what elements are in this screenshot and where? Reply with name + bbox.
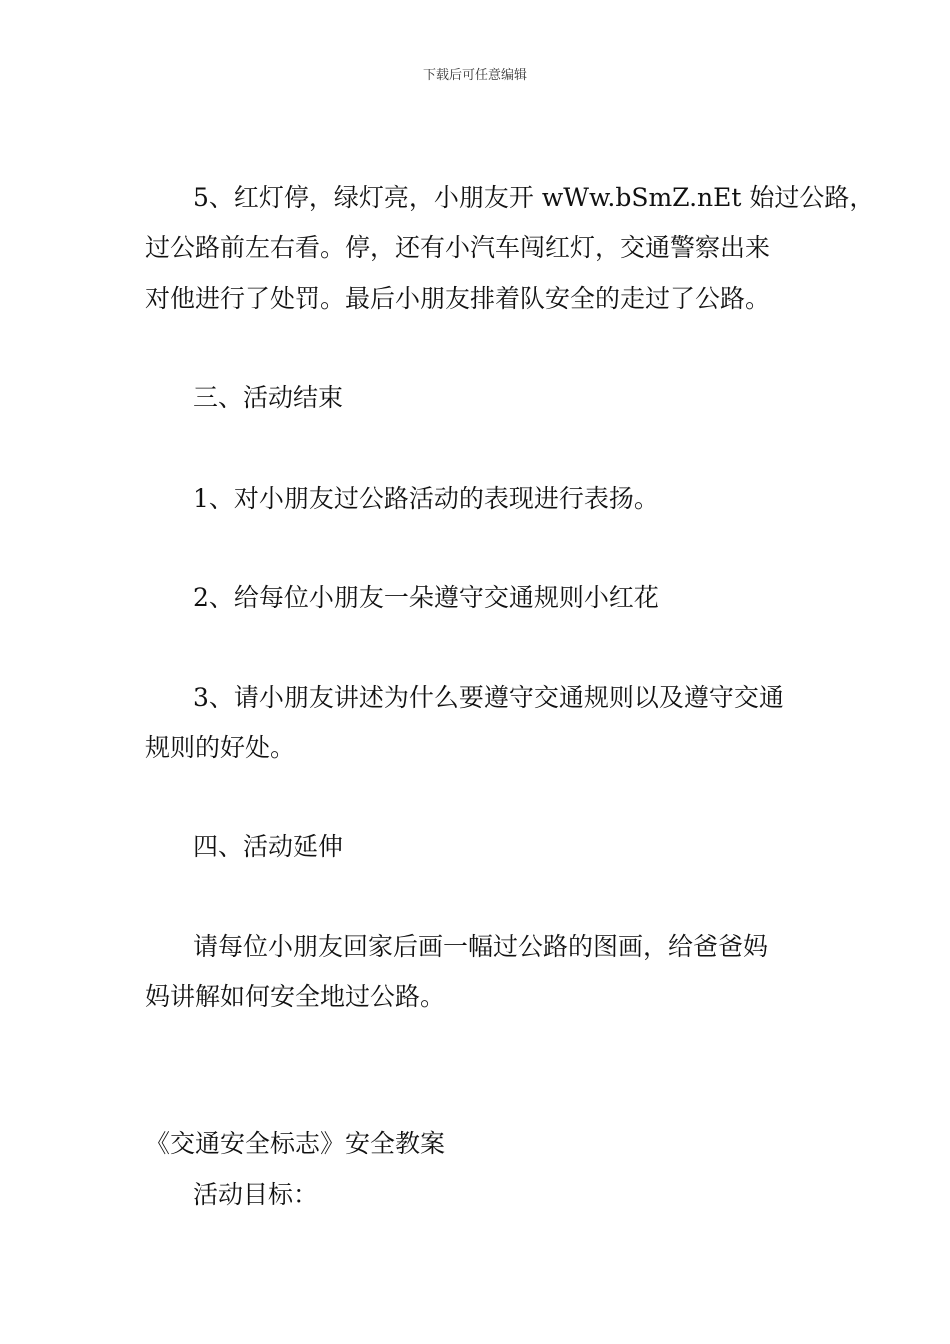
lesson-title: 《交通安全标志》安全教案 [145,1129,446,1158]
extension-paragraph-line-2: 妈讲解如何安全地过公路。 [145,982,446,1011]
section-heading-activity-extension: 四、活动延伸 [193,832,344,861]
section-heading-activity-end: 三、活动结束 [193,383,344,412]
list-item-2: 2、给每位小朋友一朵遵守交通规则小红花 [193,583,659,612]
list-item-3-line-1: 3、请小朋友讲述为什么要遵守交通规则以及遵守交通 [193,683,784,712]
list-item-1: 1、对小朋友过公路活动的表现进行表扬。 [193,484,659,513]
extension-paragraph-line-1: 请每位小朋友回家后画一幅过公路的图画，给爸爸妈 [193,932,769,961]
list-item-3-line-2: 规则的好处。 [145,733,296,762]
paragraph-5-line-1: 5、红灯停，绿灯亮，小朋友开 wWw.bSmZ.nEt 始过公路， [193,183,875,212]
paragraph-5-line-3: 对他进行了处罚。最后小朋友排着队安全的走过了公路。 [145,284,771,313]
activity-goal-heading: 活动目标： [193,1180,319,1209]
paragraph-5-line-2: 过公路前左右看。停，还有小汽车闯红灯，交通警察出来 [145,233,771,262]
page-header: 下载后可任意编辑 [422,68,527,83]
